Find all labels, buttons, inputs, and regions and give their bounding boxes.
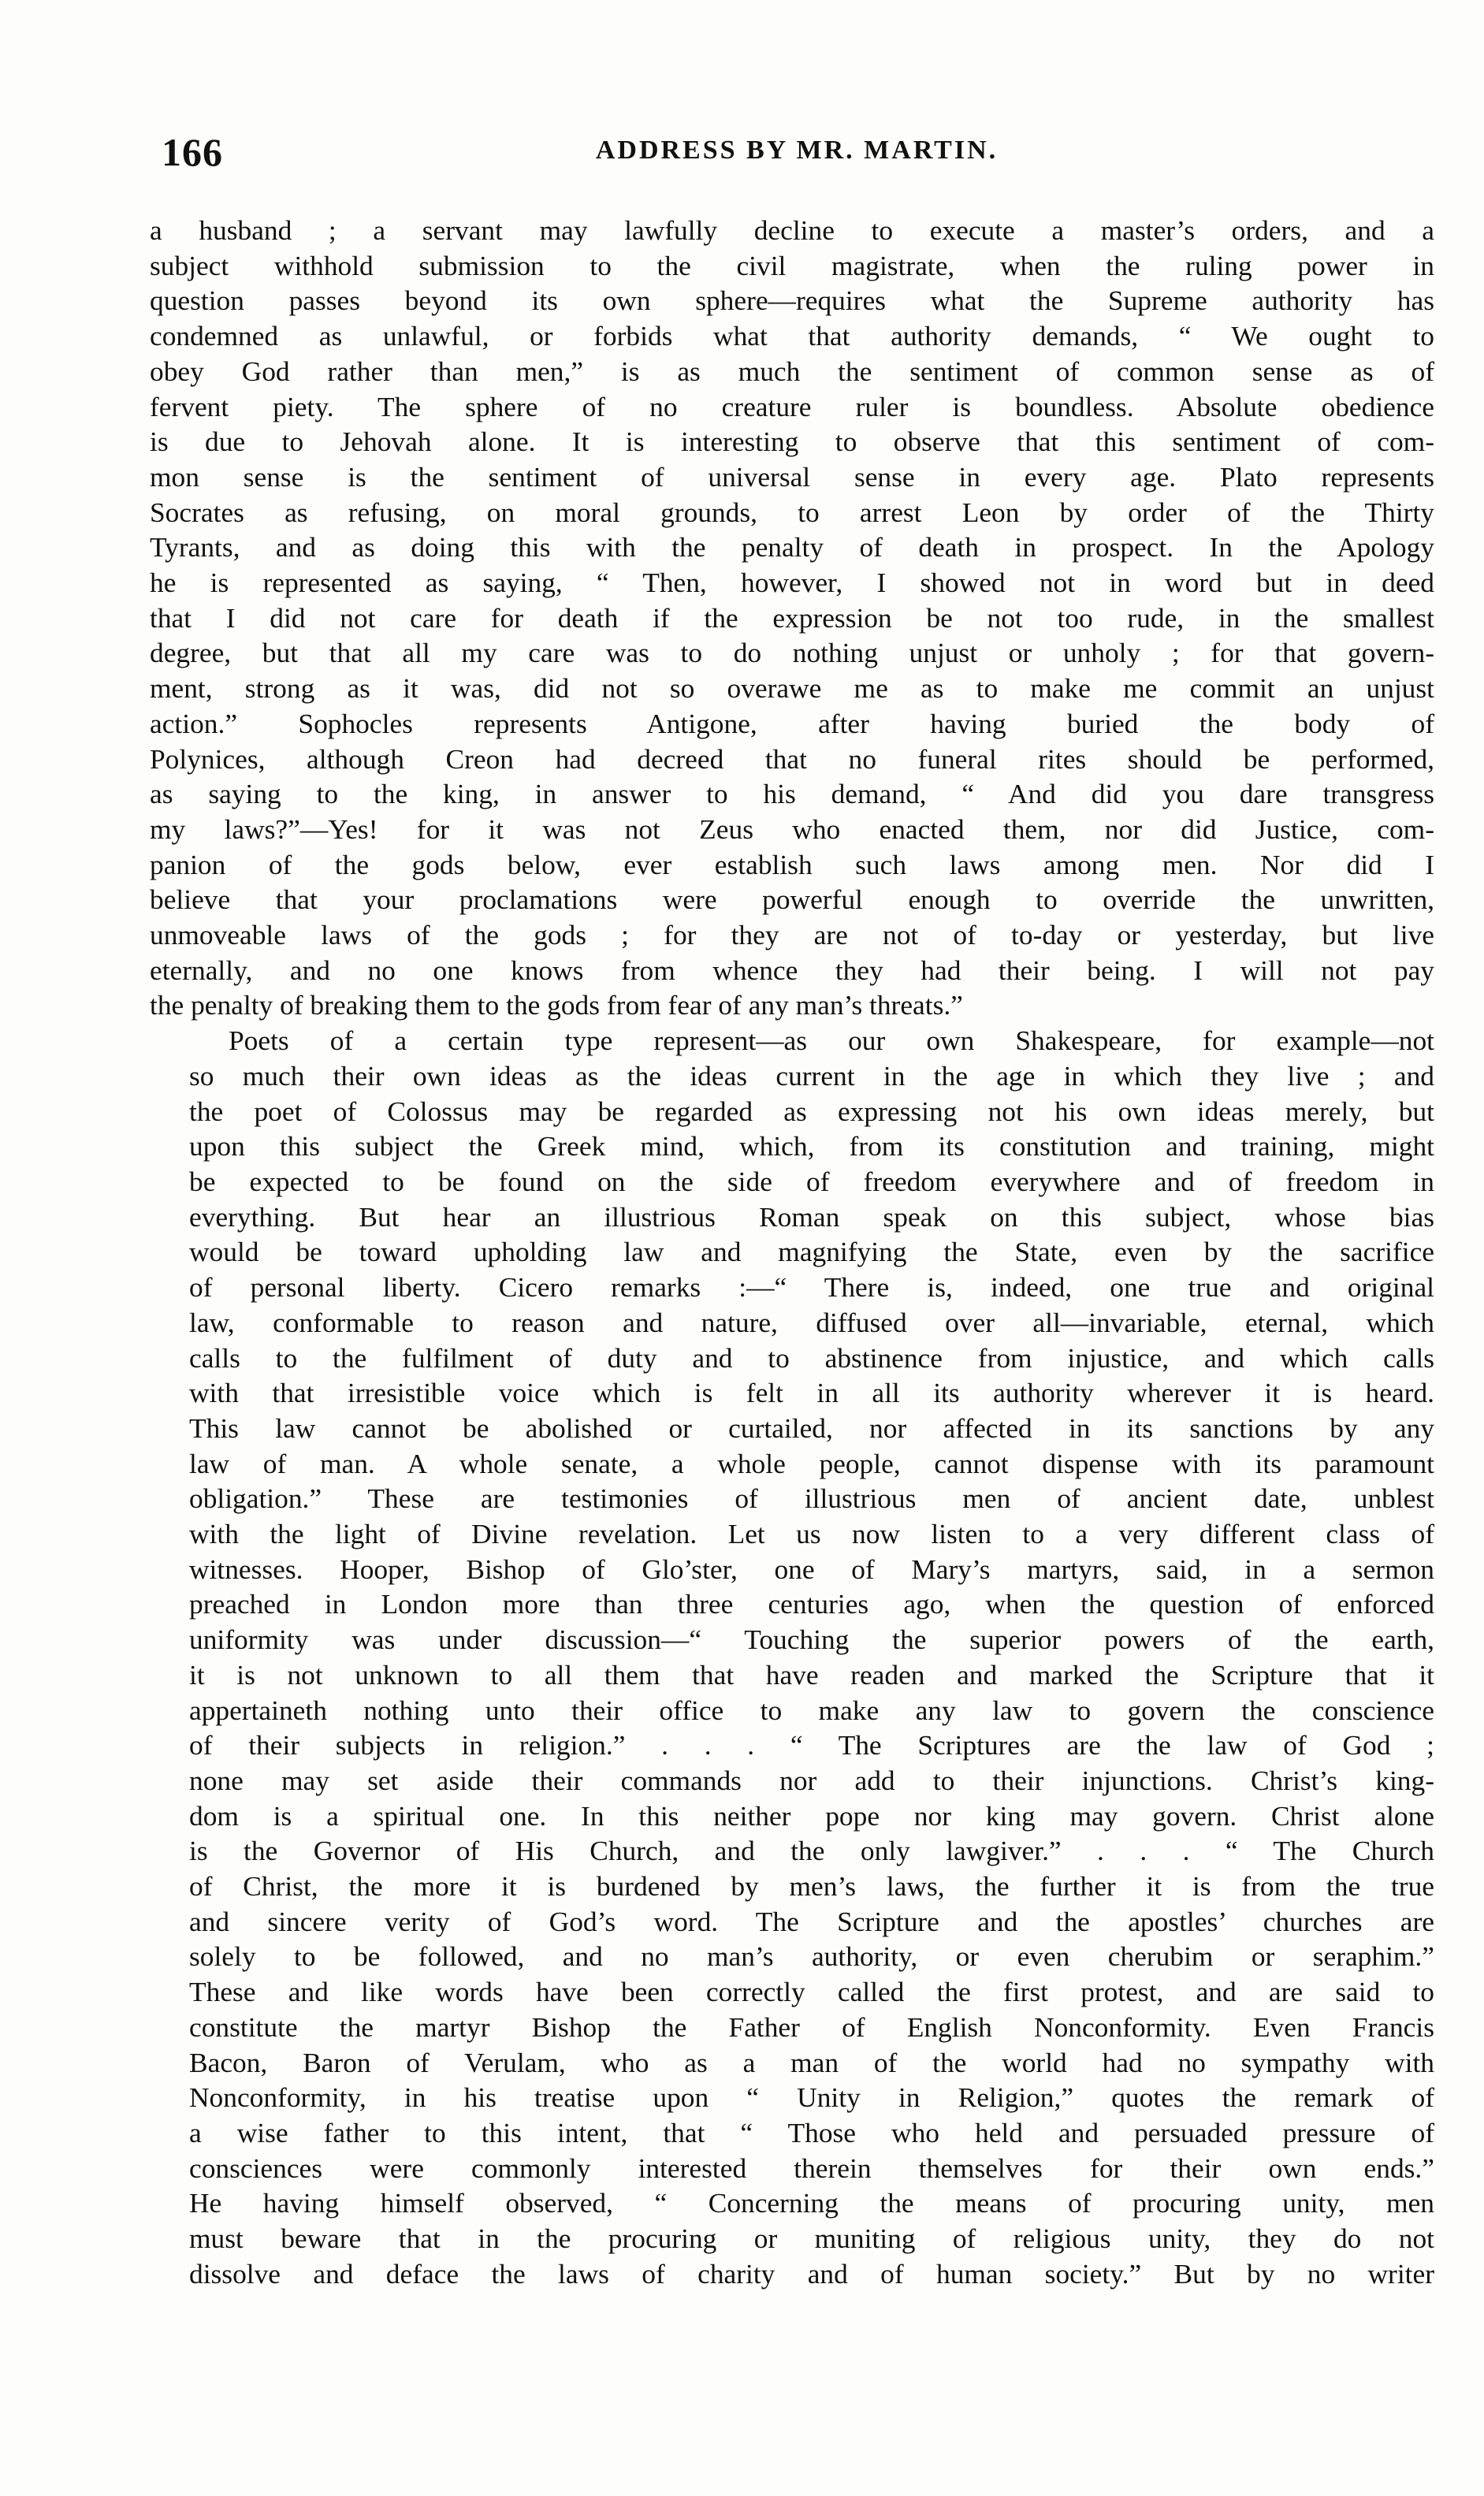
paragraph bbox=[150, 1023, 1434, 2291]
text-line: subject withhold submission to the civil magistrate, when the ruling power in bbox=[150, 249, 1434, 281]
text-line: unmoveable laws of the gods ; for they are not of to-day or yesterday, but live bbox=[150, 919, 1434, 951]
text-line: Socrates as refusing, on moral grounds, to arrest Leon by order of the Thirty bbox=[150, 496, 1434, 528]
text-line: believe that your proclamations were powerful enough to override the unwritten, bbox=[150, 883, 1434, 916]
text-line: condemned as unlawful, or forbids what that authority demands, “ We ought to bbox=[150, 320, 1434, 352]
text-line: the penalty of breaking them to the gods from fear of any man’s threats.” bbox=[150, 989, 963, 1021]
text-line: my laws?”—Yes! for it was not Zeus who enacted them, nor did Justice, com- bbox=[150, 813, 1434, 845]
text-line: so much their own ideas as the ideas current in the age in which they live ; and bbox=[189, 1059, 1434, 1092]
text-line: He having himself observed, “ Concerning the means of procuring unity, men bbox=[189, 2187, 1434, 2219]
text-line: ment, strong as it was, did not so overawe me as to make me commit an unjust bbox=[150, 672, 1434, 705]
text-line: upon this subject the Greek mind, which, from its constitution and training, might bbox=[189, 1130, 1434, 1162]
text-line: as saying to the king, in answer to his demand, “ And did you dare transgress bbox=[150, 778, 1434, 810]
text-line: action.” Sophocles represents Antigone, after having buried the body of bbox=[150, 707, 1434, 739]
text-line: a wise father to this intent, that “ Those who held and persuaded pressure of bbox=[189, 2116, 1434, 2148]
text-line: constitute the martyr Bishop the Father of English Nonconformity. Even Francis bbox=[189, 2011, 1434, 2043]
text-line: he is represented as saying, “ Then, however, I showed not in word but in deed bbox=[150, 567, 1434, 599]
text-line: Bacon, Baron of Verulam, who as a man of the world had no sympathy with bbox=[189, 2046, 1434, 2078]
text-line: appertaineth nothing unto their office to make any law to govern the conscience bbox=[189, 1694, 1434, 1726]
text-line: with that irresistible voice which is felt in all its authority wherever it is heard. bbox=[189, 1377, 1434, 1409]
text-line: question passes beyond its own sphere—requires what the Supreme authority has bbox=[150, 285, 1434, 317]
body-text bbox=[150, 213, 1434, 2291]
page-header bbox=[162, 126, 1432, 181]
text-line: is the Governor of His Church, and the only lawgiver.” . . . “ The Church bbox=[189, 1835, 1434, 1867]
text-line: witnesses. Hooper, Bishop of Glo’ster, one of Mary’s martyrs, said, in a sermon bbox=[189, 1553, 1434, 1585]
text-line: it is not unknown to all them that have readen and marked the Scripture that it bbox=[189, 1658, 1434, 1691]
text-line: a husband ; a servant may lawfully decline to execute a master’s orders, and a bbox=[150, 214, 1434, 246]
text-line: panion of the gods below, ever establish such laws among men. Nor did I bbox=[150, 848, 1434, 880]
text-line: Poets of a certain type represent—as our own Shakespeare, for example—not bbox=[229, 1025, 1434, 1057]
running-head: ADDRESS BY MR. MARTIN. bbox=[595, 136, 999, 165]
text-line: fervent piety. The sphere of no creature ruler is boundless. Absolute obedience bbox=[150, 390, 1434, 422]
text-line: solely to be followed, and no man’s authority, or even cherubim or seraphim.” bbox=[189, 1940, 1434, 1973]
text-line: everything. But hear an illustrious Roman speak on this subject, whose bias bbox=[189, 1200, 1434, 1233]
text-line: consciences were commonly interested therein themselves for their own ends.” bbox=[189, 2152, 1434, 2184]
text-line: Nonconformity, in his treatise upon “ Unity in Religion,” quotes the remark of bbox=[189, 2081, 1434, 2114]
text-line: degree, but that all my care was to do nothing unjust or unholy ; for that govern- bbox=[150, 637, 1434, 669]
text-line: and sincere verity of God’s word. The Scripture and the apostles’ churches are bbox=[189, 1905, 1434, 1937]
text-line: law of man. A whole senate, a whole people, cannot dispense with its paramount bbox=[189, 1447, 1434, 1479]
text-line: is due to Jehovah alone. It is interesting to observe that this sentiment of com- bbox=[150, 426, 1434, 458]
text-line: with the light of Divine revelation. Let us now listen to a very different class of bbox=[189, 1518, 1434, 1550]
text-line: that I did not care for death if the expression be not too rude, in the smallest bbox=[150, 601, 1434, 634]
text-line: eternally, and no one knows from whence they had their being. I will not pay bbox=[150, 954, 1434, 986]
text-line: These and like words have been correctly called the first protest, and are said to bbox=[189, 1976, 1434, 2008]
text-line: of personal liberty. Cicero remarks :—“ There is, indeed, one true and original bbox=[189, 1271, 1434, 1304]
text-line: mon sense is the sentiment of universal sense in every age. Plato represents bbox=[150, 460, 1434, 493]
text-line: dom is a spiritual one. In this neither pope nor king may govern. Christ alone bbox=[189, 1799, 1434, 1832]
text-line: obey God rather than men,” is as much the sentiment of common sense as of bbox=[150, 355, 1434, 387]
text-line: Polynices, although Creon had decreed that no funeral rites should be performed, bbox=[150, 742, 1434, 775]
text-line: uniformity was under discussion—“ Touching the superior powers of the earth, bbox=[189, 1624, 1434, 1656]
text-line: preached in London more than three centuries ago, when the question of enforced bbox=[189, 1588, 1434, 1620]
text-line: must beware that in the procuring or muniting of religious unity, they do not bbox=[189, 2223, 1434, 2255]
text-line: calls to the fulfilment of duty and to abstinence from injustice, and which calls bbox=[189, 1341, 1434, 1374]
text-line: Tyrants, and as doing this with the penalty of death in prospect. In the Apology bbox=[150, 531, 1434, 564]
text-line: be expected to be found on the side of freedom everywhere and of freedom in bbox=[189, 1165, 1434, 1197]
paragraph bbox=[150, 213, 1434, 1023]
page-number: 166 bbox=[162, 130, 223, 174]
text-line: of Christ, the more it is burdened by men’s laws, the further it is from the true bbox=[189, 1870, 1434, 1903]
text-line: the poet of Colossus may be regarded as expressing not his own ideas merely, but bbox=[189, 1095, 1434, 1127]
text-line: dissolve and deface the laws of charity and of human society.” But by no writer bbox=[189, 2257, 1434, 2290]
text-line: of their subjects in religion.” . . . “ The Scriptures are the law of God ; bbox=[189, 1729, 1434, 1761]
text-line: law, conformable to reason and nature, diffused over all—invariable, eternal, which bbox=[189, 1306, 1434, 1338]
text-line: would be toward upholding law and magnifying the State, even by the sacrifice bbox=[189, 1236, 1434, 1268]
text-line: none may set aside their commands nor add to their injunctions. Christ’s king- bbox=[189, 1764, 1434, 1796]
text-line: This law cannot be abolished or curtailed, nor affected in its sanctions by any bbox=[189, 1412, 1434, 1444]
text-line: obligation.” These are testimonies of illustrious men of ancient date, unblest bbox=[189, 1482, 1434, 1515]
